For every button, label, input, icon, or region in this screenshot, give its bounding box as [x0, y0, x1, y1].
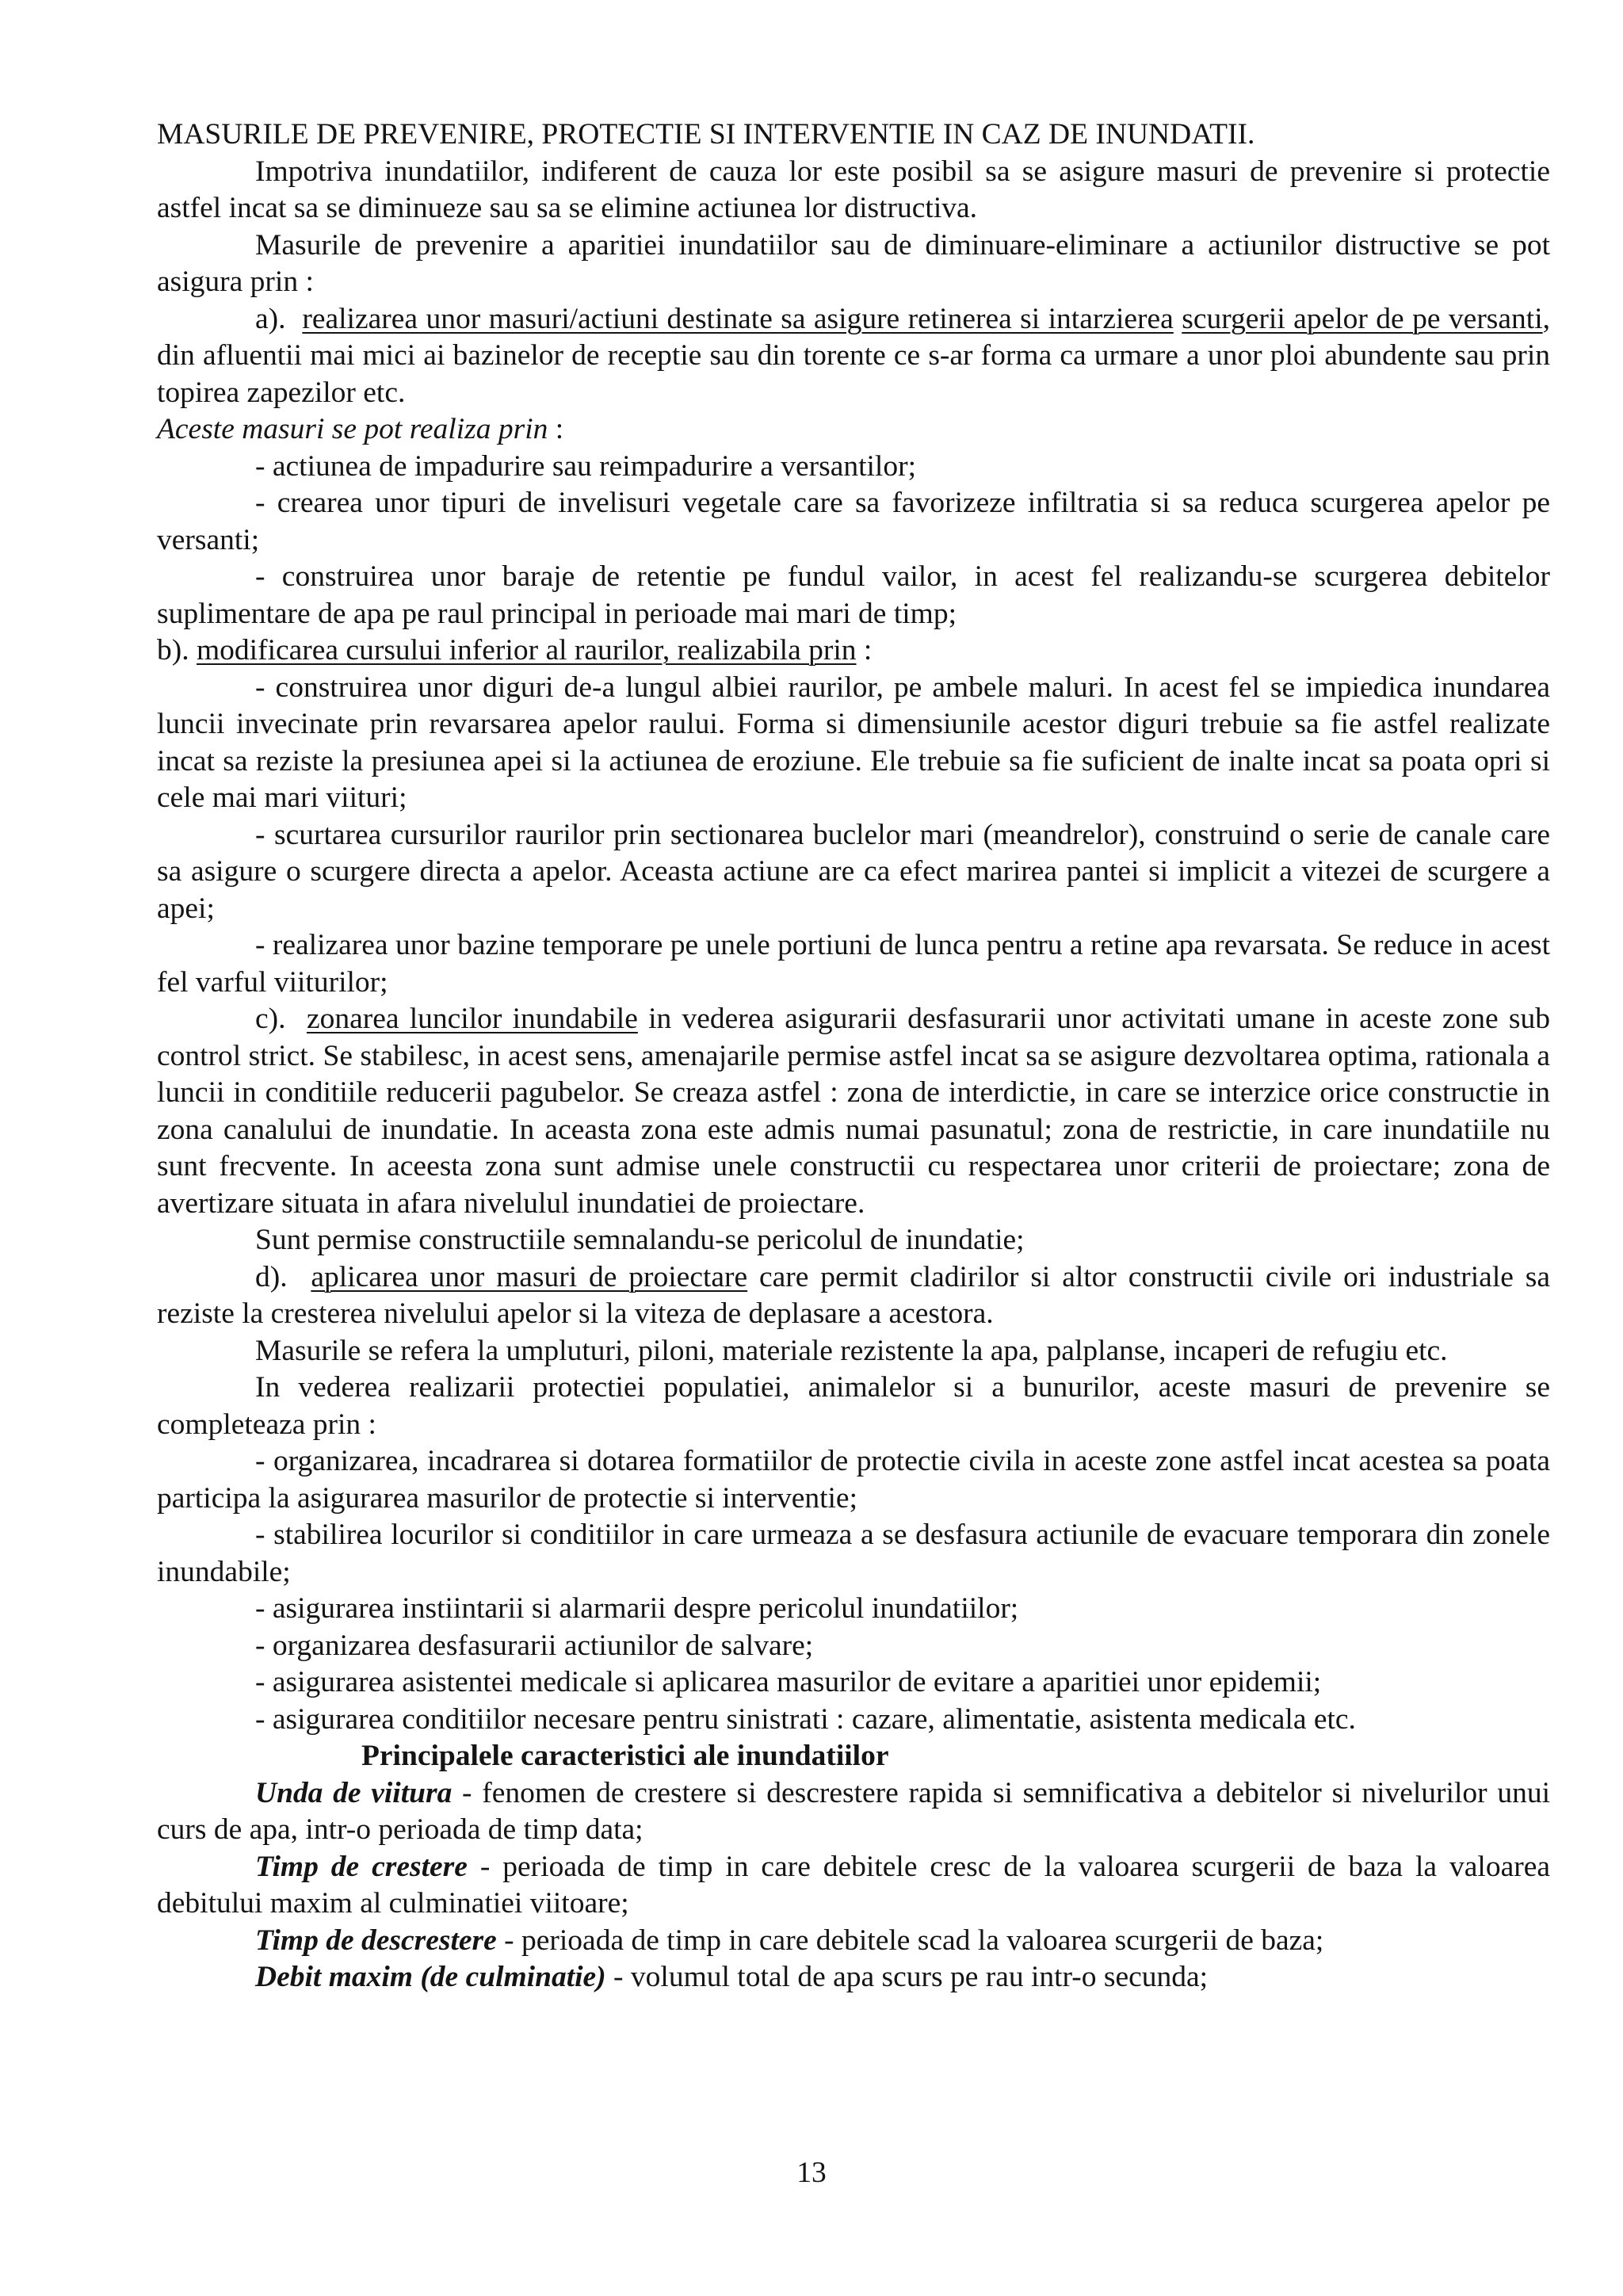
item-b-paragraph — [157, 632, 1550, 670]
item-a-marker: a). — [255, 302, 286, 335]
c-note: Sunt permise constructiile semnalandu-se pericolul de inundatie; — [255, 1224, 1025, 1256]
definition-item — [157, 1775, 1550, 1849]
definition-item — [157, 1959, 1550, 1996]
a-means-colon: : — [548, 413, 564, 445]
item-b-rest: : — [856, 634, 873, 667]
protection-item: - asigurarea conditiilor necesare pentru sinistrati : cazare, alimentatie, asistenta medicala etc. — [255, 1702, 1356, 1736]
item-b-marker: b). — [157, 634, 189, 667]
a-means-item: - construirea unor baraje de retentie pe fundul vailor, in acest fel realizandu-se scurgerea debitelor suplimentare de apa pe raul principal in perioade mai mari de timp; — [157, 560, 1550, 630]
item-d-marker: d). — [255, 1260, 288, 1293]
item-d-underlined: aplicarea unor masuri de proiectare — [311, 1260, 748, 1293]
document-page — [157, 117, 1550, 1996]
item-c-underlined: zonarea luncilor inundabile — [306, 1003, 638, 1035]
b-means-item: - scurtarea cursurilor raurilor prin sectionarea buclelor mari (meandrelor), construind o serie de canale care sa asigure o scurgere directa a apelor. Aceasta actiune are ca efect marirea pantei si implicit a vitezei de scurgere a apei; — [157, 818, 1550, 925]
item-d-paragraph — [157, 1259, 1550, 1333]
definition-item — [157, 1849, 1550, 1923]
b-means-item: - construirea unor diguri de-a lungul albiei raurilor, pe ambele maluri. In acest fel se impiedica inundarea luncii invecinate prin revarsarea apelor raului. Forma si dimensiunile acestor diguri trebuie sa fie astfel realizate incat sa reziste la presiunea apei si la actiunea de eroziune. Ele trebuie sa fie suficient de inalte incat sa poata opri si cele mai mari viituri; — [157, 670, 1550, 814]
definition-term: Unda de viitura — [255, 1776, 453, 1809]
a-means-item: - actiunea de impadurire sau reimpadurire a versantilor; — [255, 449, 917, 483]
a-means-label-line — [157, 411, 1550, 449]
b-means-item: - realizarea unor bazine temporare pe unele portiuni de lunca pentru a retine apa revarsata. Se reduce in acest fel varful viiturilor; — [157, 929, 1550, 999]
prevention-intro-paragraph: Masurile de prevenire a aparitiei inundatiilor sau de diminuare-eliminare a actiunilor distructive se pot asigura prin : — [157, 228, 1550, 298]
definition-term: Debit maxim (de culminatie) — [255, 1961, 606, 1993]
d-note: Masurile se refera la umpluturi, piloni, materiale rezistente la apa, palplanse, incaperi de refugiu etc. — [255, 1334, 1448, 1367]
protection-item: - organizarea desfasurarii actiunilor de salvare; — [255, 1629, 814, 1662]
definition-text: - perioada de timp in care debitele scad la valoarea scurgerii de baza; — [496, 1924, 1324, 1957]
protection-item: - stabilirea locurilor si conditiilor in care urmeaza a se desfasura actiunile de evacuare temporara din zonele inundabile; — [157, 1519, 1550, 1588]
protection-intro-paragraph: In vederea realizarii protectiei populatiei, animalelor si a bunurilor, aceste masuri de prevenire se completeaza prin : — [157, 1371, 1550, 1441]
item-c-paragraph — [157, 1001, 1550, 1222]
definition-term: Timp de crestere — [255, 1850, 468, 1883]
item-c-marker: c). — [255, 1003, 286, 1035]
item-b-underlined: modificarea cursului inferior al raurilor, realizabila prin — [197, 634, 857, 667]
definition-text: - fenomen de crestere si descrestere rapida si semnificativa a debitelor si nivelurilor unui curs de apa, intr-o perioada de timp data; — [157, 1776, 1550, 1846]
item-a-rest: , din afluentii mai mici ai bazinelor de receptie sau din torente ce s-ar forma ca urmare a unor ploi abundente sau prin topirea zapezilor etc. — [157, 302, 1551, 409]
a-means-item: - crearea unor tipuri de invelisuri vegetale care sa favorizeze infiltratia si sa reduca scurgerea apelor pe versanti; — [157, 487, 1550, 556]
protection-item: - asigurarea asistentei medicale si aplicarea masurilor de evitare a aparitiei unor epidemii; — [255, 1666, 1322, 1698]
page-number: 13 — [796, 2157, 827, 2189]
item-a-underlined-2: scurgerii apelor de pe versanti — [1182, 302, 1543, 335]
item-c-rest: in vederea asigurarii desfasurarii unor activitati umane in aceste zone sub control strict. Se stabilesc, in acest sens, amenajarile permise astfel incat sa se asigure dezvoltarea optima, rationala a luncii in conditiile reducerii pagubelor. Se creaza astfel : zona de interdictie, in care se interzice orice constructie in zona canalului de inundatie. In aceasta zona este admis numai pasunatul; zona de restrictie, in care inundatiile nu sunt frecvente. In aceesta zona sunt admise unele constructii cu respectarea unor criterii de proiectare; zona de avertizare situata in afara nivelulul inundatiei de proiectare. — [157, 1003, 1550, 1220]
item-a-underlined-1: realizarea unor masuri/actiuni destinate sa asigure retinerea si intarzierea — [302, 302, 1174, 335]
section-title: MASURILE DE PREVENIRE, PROTECTIE SI INTERVENTIE IN CAZ DE INUNDATII. — [157, 118, 1255, 151]
definition-term: Timp de descrestere — [255, 1924, 497, 1957]
item-a-paragraph — [157, 301, 1550, 412]
protection-item: - asigurarea instiintarii si alarmarii despre pericolul inundatiilor; — [255, 1592, 1019, 1625]
definition-item — [157, 1923, 1550, 1960]
definition-text: - perioada de timp in care debitele cresc de la valoarea scurgerii de baza la valoarea debitului maxim al culminatiei viitoare; — [157, 1850, 1550, 1920]
characteristics-heading: Principalele caracteristici ale inundatiilor — [361, 1740, 889, 1772]
item-d-rest: care permit cladirilor si altor constructii civile ori industriale sa reziste la cresterea nivelului apelor si la viteza de deplasare a acestora. — [157, 1260, 1550, 1330]
definition-text: - volumul total de apa scurs pe rau intr-o secunda; — [605, 1961, 1209, 1993]
intro-paragraph: Impotriva inundatiilor, indiferent de cauza lor este posibil sa se asigure masuri de prevenire si protectie astfel incat sa se diminueze sau sa se elimine actiunea lor distructiva. — [157, 155, 1550, 224]
a-means-label: Aceste masuri se pot realiza prin — [157, 413, 548, 445]
protection-item: - organizarea, incadrarea si dotarea formatiilor de protectie civila in aceste zone astfel incat acestea sa poata participa la asigurarea masurilor de protectie si interventie; — [157, 1445, 1550, 1515]
